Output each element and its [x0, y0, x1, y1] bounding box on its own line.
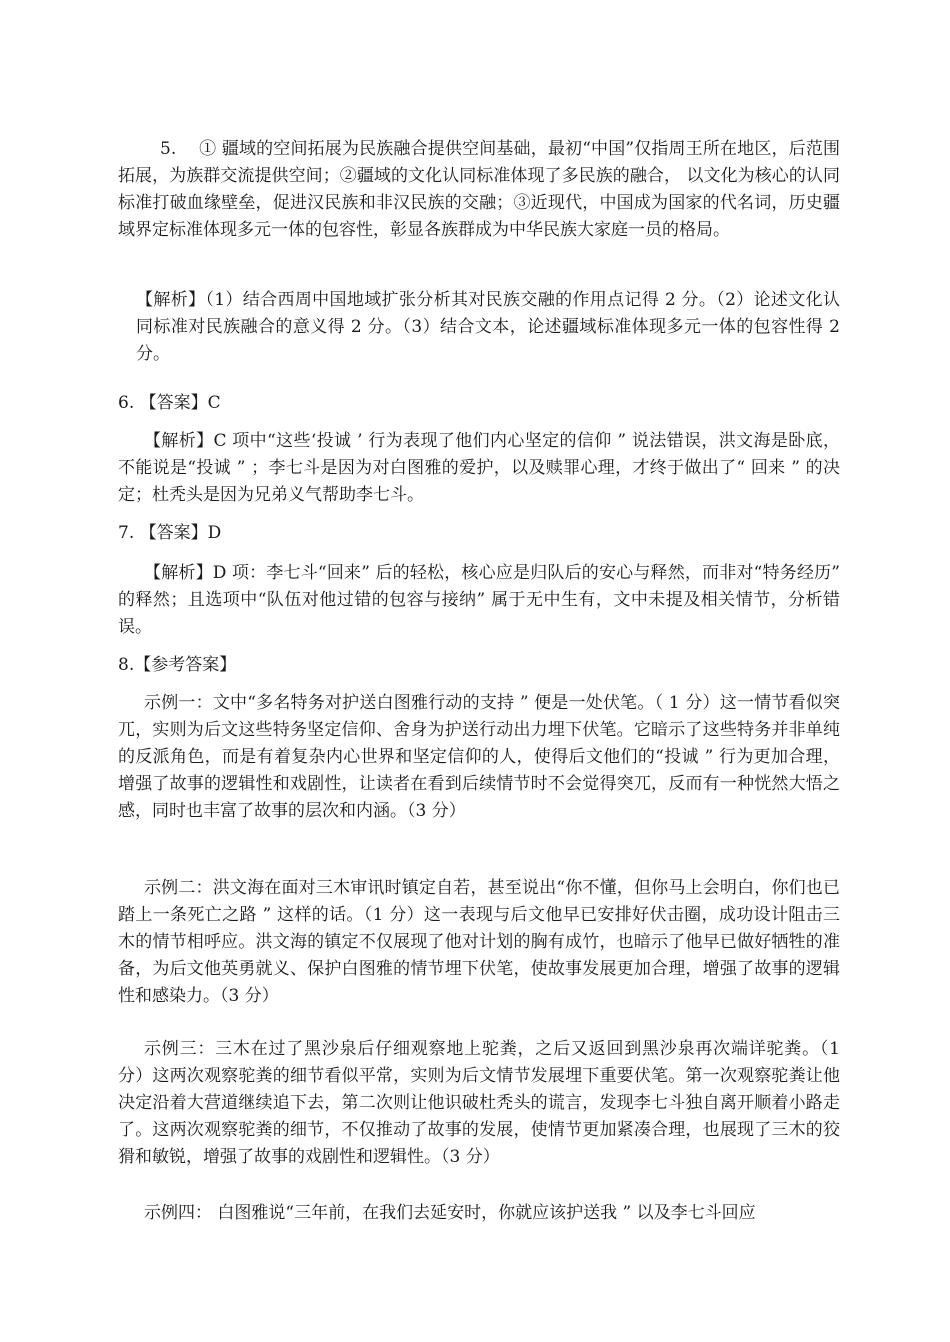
answer-6-analysis: 【解析】C 项中“这些‘投诚 ’ 行为表现了他们内心坚定的信仰 ” 说法错误，洪文海是卧底，不能说是“投诚 ” ；李七斗是因为对白图雅的爱护，以及赎罪心理，才终于做出了“ 回来 ” 的决定；杜秃头是因为兄弟义气帮助李七斗。: [118, 431, 840, 505]
answer-7-heading: 7. 【答案】D: [118, 523, 222, 543]
answer-8-example-3: 示例三：三木在过了黑沙泉后仔细观察地上驼粪，之后又返回到黑沙泉再次端详驼粪。（1 分）这两次观察驼粪的细节看似平常，实则为后文情节发展埋下重要伏笔。第一次观察驼粪让他决定沿着大营道继续追下去，第二次则让他识破杜秃头的谎言，发现李七斗独自离开顺着小路走了。这两次观察驼粪的细节，不仅推动了故事的发展，使情节更加紧凑合理，也展现了三木的狡猾和敏锐，增强了故事的戏剧性和逻辑性。（3 分）: [118, 1039, 840, 1167]
answer-5-analysis: 【解析】（1）结合西周中国地域扩张分析其对民族交融的作用点记得 2 分。（2）论述文化认同标准对民族融合的意义得 2 分。（3）结合文本，论述疆域标准体现多元一体的包容性得 2 分。: [136, 290, 840, 364]
answer-7-analysis: 【解析】D 项：李七斗“回来” 后的轻松，核心应是归队后的安心与释然，而非对“特务经历” 的释然；且选项中“队伍对他过错的包容与接纳” 属于无中生有，文中未提及相关情节，分析错误。: [118, 563, 840, 637]
answer-8-example-1: 示例一：文中“多名特务对护送白图雅行动的支持 ” 便是一处伏笔。（ 1 分）这一情节看似突兀，实则为后文这些特务坚定信仰、舍身为护送行动出力埋下伏笔。它暗示了这些特务并非单纯的反派角色，而是有着复杂内心世界和坚定信仰的人，使得后文他们的“投诚 ” 行为更加合理，增强了故事的逻辑性和戏剧性，让读者在看到后续情节时不会觉得突兀，反而有一种恍然大悟之感，同时也丰富了故事的层次和内涵。（3 分）: [118, 693, 840, 821]
answer-8-heading: 8.【参考答案】: [118, 655, 237, 675]
answer-5-paragraph: 5. ① 疆域的空间拓展为民族融合提供空间基础，最初“中国”仅指周王所在地区，后范围拓展，为族群交流提供空间；②疆域的文化认同标准体现了多民族的融合， 以文化为核心的认同标准打破血缘壁垒，促进汉民族和非汉民族的交融；③近现代，中国成为国家的代名词，历史疆域界定标准体现多元一体的包容性，彰显各族群成为中华民族大家庭一员的格局。: [118, 139, 840, 240]
answer-6-heading: 6. 【答案】C: [118, 393, 221, 413]
answer-8-example-2: 示例二：洪文海在面对三木审讯时镇定自若，甚至说出“你不懂，但你马上会明白，你们也已踏上一条死亡之路 ” 这样的话。（1 分）这一表现与后文他早已安排好伏击圈，成功设计阻击三木的情节相呼应。洪文海的镇定不仅展现了他对计划的胸有成竹，也暗示了他早已做好牺牲的准备，为后文他英勇就义、保护白图雅的情节埋下伏笔，使故事发展更加合理，增强了故事的逻辑性和感染力。（3 分）: [118, 878, 840, 1006]
answer-8-example-4: 示例四： 白图雅说“三年前，在我们去延安时，你就应该护送我 ” 以及李七斗回应: [144, 1203, 756, 1223]
